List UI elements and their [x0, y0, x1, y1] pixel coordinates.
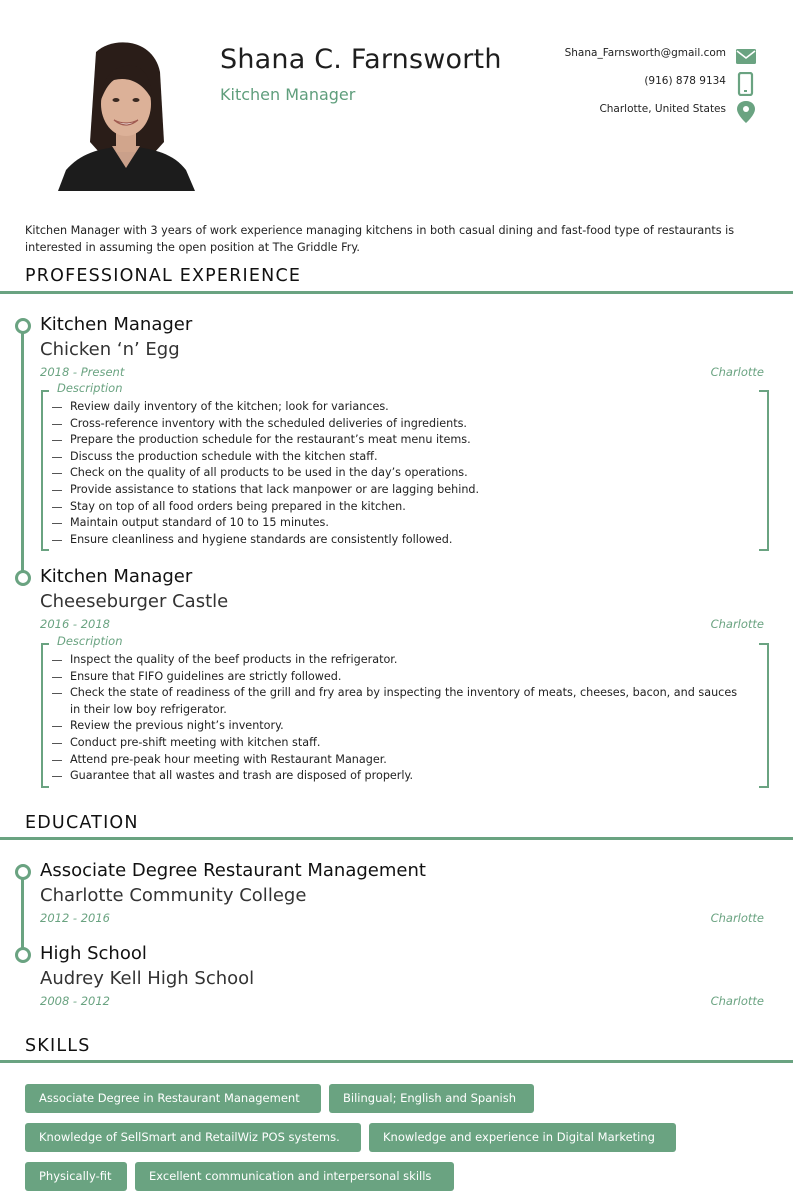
job-title: Kitchen Manager — [40, 314, 193, 335]
map-pin-icon — [736, 101, 756, 121]
list-item: Review the previous night’s inventory. — [50, 718, 740, 735]
skill-chip: Bilingual; English and Spanish — [329, 1084, 534, 1113]
job-company: Cheeseburger Castle — [40, 591, 229, 612]
job-dates: 2018 - Present — [40, 365, 125, 379]
list-item: Maintain output standard of 10 to 15 minutes. — [50, 515, 740, 532]
education-dates: 2012 - 2016 — [40, 911, 110, 925]
job-company: Chicken ‘n’ Egg — [40, 339, 180, 360]
timeline-dot — [15, 864, 31, 880]
timeline-dot — [15, 570, 31, 586]
section-divider — [0, 1060, 793, 1063]
list-item: Ensure cleanliness and hygiene standards are consistently followed. — [50, 532, 740, 549]
contact-email[interactable]: Shana_Farnsworth@gmail.com — [564, 47, 726, 59]
list-item: Attend pre-peak hour meeting with Restaurant Manager. — [50, 752, 740, 769]
skill-chip: Physically-fit — [25, 1162, 127, 1191]
timeline-dot — [15, 947, 31, 963]
job-description-box — [41, 634, 768, 788]
experience-heading: PROFESSIONAL EXPERIENCE — [25, 266, 302, 286]
list-item: Check the state of readiness of the grill and fry area by inspecting the inventory of meats, cheeses, bacon, and sauces in their low boy refrigerator. — [50, 685, 740, 718]
list-item: Review daily inventory of the kitchen; look for variances. — [50, 399, 740, 416]
contact-location: Charlotte, United States — [599, 103, 726, 115]
timeline-dot — [15, 318, 31, 334]
list-item: Stay on top of all food orders being prepared in the kitchen. — [50, 499, 740, 516]
education-dates: 2008 - 2012 — [40, 994, 110, 1008]
degree-title: High School — [40, 943, 147, 964]
job-description-box — [41, 381, 768, 551]
degree-title: Associate Degree Restaurant Management — [40, 860, 426, 881]
description-label: Description — [57, 381, 123, 395]
experience-timeline — [21, 330, 24, 577]
list-item: Prepare the production schedule for the restaurant’s meat menu items. — [50, 432, 740, 449]
list-item: Discuss the production schedule with the kitchen staff. — [50, 449, 740, 466]
education-location: Charlotte — [710, 994, 764, 1008]
section-divider — [0, 837, 793, 840]
phone-icon — [736, 72, 756, 92]
list-item: Conduct pre-shift meeting with kitchen staff. — [50, 735, 740, 752]
description-label: Description — [57, 634, 123, 648]
education-heading: EDUCATION — [25, 813, 139, 833]
profile-photo — [58, 42, 195, 191]
list-item: Inspect the quality of the beef products in the refrigerator. — [50, 652, 740, 669]
list-item: Check on the quality of all products to be used in the day’s operations. — [50, 465, 740, 482]
list-item: Guarantee that all wastes and trash are disposed of properly. — [50, 768, 740, 785]
job-location: Charlotte — [710, 365, 764, 379]
skill-chip: Excellent communication and interpersonal skills — [135, 1162, 454, 1191]
candidate-name: Shana C. Farnsworth — [220, 44, 502, 75]
job-bullets — [50, 399, 740, 548]
skill-chip: Knowledge of SellSmart and RetailWiz POS systems. — [25, 1123, 361, 1152]
job-location: Charlotte — [710, 617, 764, 631]
skills-heading: SKILLS — [25, 1036, 91, 1056]
job-bullets — [50, 652, 740, 785]
list-item: Provide assistance to stations that lack manpower or are lagging behind. — [50, 482, 740, 499]
envelope-icon — [736, 47, 756, 67]
job-dates: 2016 - 2018 — [40, 617, 110, 631]
school-name: Audrey Kell High School — [40, 968, 255, 989]
list-item: Cross-reference inventory with the scheduled deliveries of ingredients. — [50, 416, 740, 433]
section-divider — [0, 291, 793, 294]
profile-summary: Kitchen Manager with 3 years of work experience managing kitchens in both casual dining and fast-food type of restaurants is interested in assuming the open position at The Griddle Fry. — [25, 224, 735, 254]
candidate-title: Kitchen Manager — [220, 85, 356, 104]
job-title: Kitchen Manager — [40, 566, 193, 587]
contact-phone[interactable]: (916) 878 9134 — [644, 75, 726, 87]
skills-list — [25, 1084, 765, 1201]
skill-chip: Knowledge and experience in Digital Marketing — [369, 1123, 676, 1152]
skill-chip: Associate Degree in Restaurant Management — [25, 1084, 321, 1113]
education-timeline — [21, 876, 24, 954]
school-name: Charlotte Community College — [40, 885, 307, 906]
list-item: Ensure that FIFO guidelines are strictly followed. — [50, 669, 740, 686]
education-location: Charlotte — [710, 911, 764, 925]
